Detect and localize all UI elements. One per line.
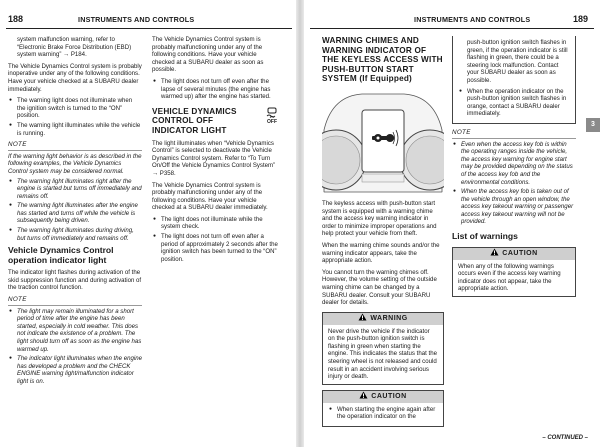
list-item: ● The light does not illuminate while the system check.: [161, 216, 280, 231]
warning-box: [322, 312, 444, 385]
paragraph: You cannot turn the warning chimes off. However, the volume setting of the outside warning chime can be changed by a SUBARU dealer. Consult your SUBARU dealer for details.: [322, 268, 437, 307]
bullet-list: [8, 97, 142, 137]
header-rule: [6, 28, 292, 29]
book-gutter: [296, 0, 304, 447]
list-item: ● When the access key fob is taken out of the vehicle through an open window, the access key takeout warning or passenger access key takeout warning will not be provided.: [461, 188, 576, 226]
section-title: Vehicle Dynamics Control operation indicator light: [8, 245, 114, 265]
page-number: 189: [572, 14, 588, 24]
caution-continued-list: [453, 88, 575, 123]
chapter-tab: 3: [586, 118, 600, 132]
note-divider: [8, 150, 142, 151]
caution-label: CAUTION: [502, 249, 538, 257]
section-heading-block: [152, 107, 280, 136]
header-title: INSTRUMENTS AND CONTROLS: [414, 15, 531, 24]
caution-label: CAUTION: [371, 392, 407, 400]
paragraph: The Vehicle Dynamics Control system is probably inoperative under any of the following conditions. Have your vehicle checked at a SUBARU dealer immediately.: [8, 62, 142, 93]
note-list: [8, 178, 142, 243]
bullet-list: [458, 88, 570, 118]
warning-triangle-icon: [358, 313, 367, 321]
note-list: [452, 141, 576, 227]
paragraph: The Vehicle Dynamics Control system is probably malfunctioning under any of the following conditions. Have your vehicle checked at a SUBARU dealer as soon as possible.: [152, 36, 264, 74]
continued-marker: – CONTINUED –: [542, 435, 588, 441]
list-item: ● The light may remain illuminated for a short period of time after the engine has been started, especially in cold weather. This does not indicate the existence of a problem. The light should turn off as soon as the engine has warmed up.: [17, 308, 142, 354]
bullet-list: [328, 406, 438, 421]
warning-body: Never drive the vehicle if the indicator on the push-button ignition switch is flashing in green when starting the engine. This indicates the status that the steering wheel is not released and could result in an accident involving serious injury or death.: [328, 327, 437, 381]
list-item: ● Even when the access key fob is within the operating ranges inside the vehicle, the access key warning for engine start may be provided depending on the status of the access key fob and the environmental conditions.: [461, 141, 576, 187]
intro-text: system malfunction warning, refer to “Electronic Brake Force Distribution (EBD) system warning” → P184.: [17, 36, 132, 59]
note-label: NOTE: [452, 128, 471, 136]
caution-triangle-icon: [359, 391, 368, 399]
cluster-image: [322, 90, 444, 194]
bullet-list: [152, 216, 280, 264]
list-item: ● When starting the engine again after the operation indicator on the: [337, 406, 438, 421]
note-divider: [8, 305, 142, 306]
skid-car-icon: [265, 107, 279, 118]
list-item: ● When the operation indicator on the push-button ignition switch flashes in orange, contact a SUBARU dealer immediately.: [467, 88, 570, 118]
list-item: ● The warning light illuminates after the engine has started and turns off while the vehicle is subsequently being driven.: [17, 202, 142, 225]
list-item: ● The light does not turn off even after a period of approximately 2 seconds after the ignition switch has been turned to the “ON” position.: [161, 233, 280, 263]
section-title: VEHICLE DYNAMICS CONTROL OFF INDICATOR LIGHT: [152, 106, 237, 135]
right-column-1: [322, 36, 444, 432]
section-title: WARNING CHIMES AND WARNING INDICATOR OF THE KEYLESS ACCESS WITH PUSH-BUTTON START SYSTEM (If Equipped): [322, 36, 443, 84]
right-column-2: [452, 36, 576, 302]
left-page: [0, 0, 294, 447]
note-label: NOTE: [8, 141, 27, 149]
warning-label: WARNING: [370, 314, 408, 322]
section-title: List of warnings: [452, 231, 518, 242]
caution-body: [323, 403, 443, 426]
page-header: [0, 14, 294, 26]
left-column-2: [152, 36, 280, 267]
off-label: OFF: [267, 119, 277, 126]
caution-continued-text: push-button ignition switch flashes in green, if the operation indicator is still flashing in green, there could be a steering lock malfunction. Contact your SUBARU dealer as soon as possible.: [467, 39, 568, 84]
vdc-off-icon: [264, 107, 280, 126]
right-page: [306, 0, 600, 447]
note-divider: [452, 138, 576, 139]
warning-header: [323, 313, 443, 325]
list-item: ● The warning light does not illuminate when the ignition switch is turned to the “ON” position.: [17, 97, 142, 120]
caution-box: [452, 247, 576, 297]
list-item: ● The indicator light illuminates when the engine has developed a problem and the CHECK ENGINE warning light/malfunction indicator light is on.: [17, 355, 142, 385]
caution-header: [323, 391, 443, 403]
list-item: ● The light does not turn off even after the lapse of several minutes (the engine has warmed up) after the engine has started.: [161, 78, 280, 101]
page-number: 188: [8, 14, 24, 24]
caution-box: [322, 390, 444, 427]
header-title: INSTRUMENTS AND CONTROLS: [78, 15, 195, 24]
list-item: ● The warning light illuminates during driving, but turns off immediately and remains off.: [17, 227, 142, 242]
caution-triangle-icon: [490, 248, 499, 256]
list-item: ● The warning light illuminates right after the engine is started but turns off immediately and remains off.: [17, 178, 142, 201]
paragraph: The light illuminates when “Vehicle Dynamics Control” is selected to deactivate the Vehicle Dynamics Control system. Refer to “To Turn On/Off the Vehicle Dynamics Control System” → P358.: [152, 139, 276, 177]
bullet-list: [152, 78, 280, 101]
caution-body: When any of the following warnings occurs even if the access key warning indicator does not appear, take the appropriate action.: [458, 262, 561, 293]
paragraph: The Vehicle Dynamics Control system is probably malfunctioning under any of the following conditions. Have your vehicle checked at a SUBARU dealer immediately.: [152, 181, 268, 212]
note-list: [8, 308, 142, 386]
page-header: [306, 14, 600, 26]
paragraph: The keyless access with push-button start system is equipped with a warning chime and the access key warning indicator in order to minimize improper operations and help protect your vehicle from theft.: [322, 199, 437, 238]
header-rule: [310, 28, 594, 29]
instrument-cluster-illustration: [322, 90, 444, 194]
left-column-1: [8, 36, 142, 390]
note-label: NOTE: [8, 296, 27, 304]
caution-box-continued: [452, 36, 576, 124]
note-text: If the warning light behavior is as described in the following examples, the Vehicle Dynamics Control system may be considered normal.: [8, 152, 142, 175]
list-item: ● The warning light illuminates while the vehicle is running.: [17, 122, 142, 137]
caution-header: [453, 248, 575, 260]
paragraph: The indicator light flashes during activation of the skid suppression function and during activation of the traction control function.: [8, 269, 142, 292]
paragraph: When the warning chime sounds and/or the warning indicator appears, take the appropriate action.: [322, 241, 440, 265]
